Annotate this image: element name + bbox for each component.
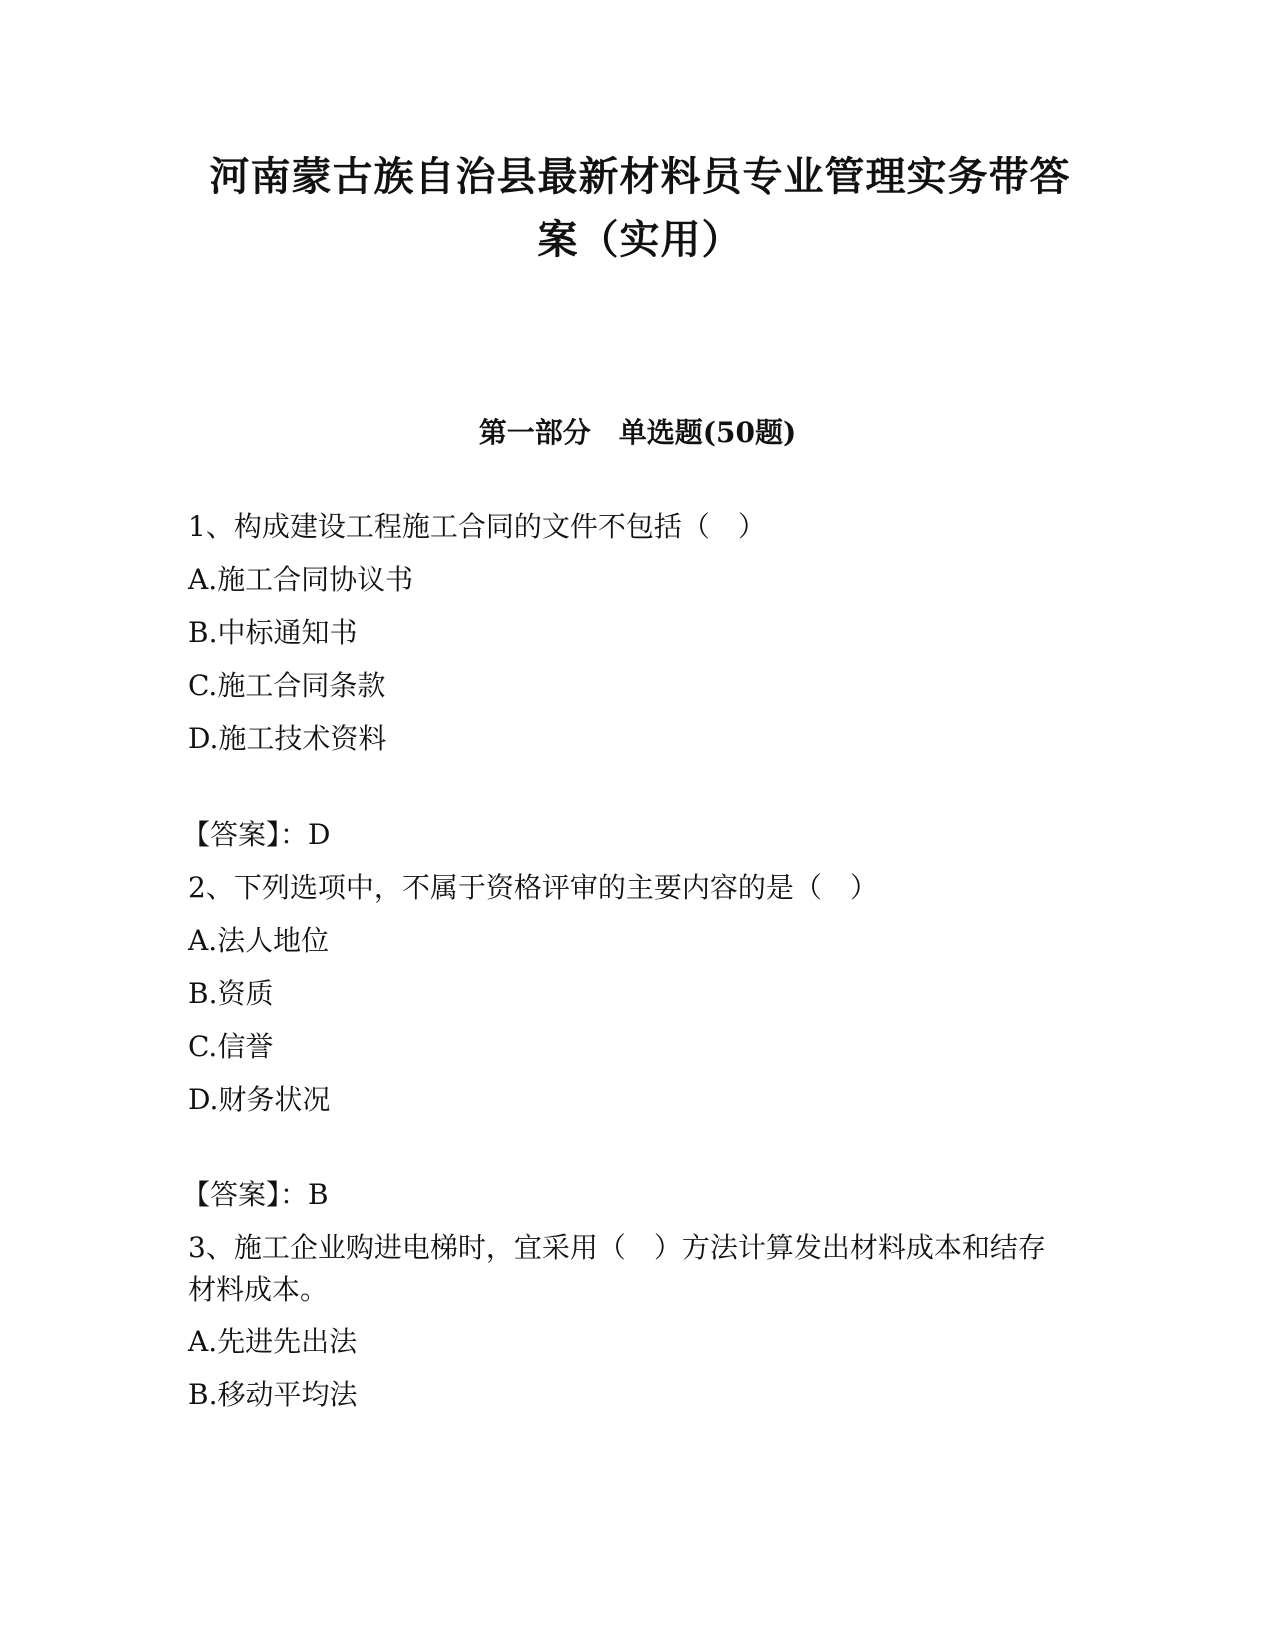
document-title-line-2: 案（实用） bbox=[537, 216, 743, 263]
question-2-option-a: A.法人地位 bbox=[188, 924, 330, 957]
question-3-option-a: A.先进先出法 bbox=[188, 1325, 358, 1358]
question-2-stem: 2、下列选项中，不属于资格评审的主要内容的是（ ） bbox=[188, 871, 878, 904]
question-2-option-d: D.财务状况 bbox=[188, 1083, 331, 1116]
section-heading: 第一部分 单选题(50题) bbox=[478, 416, 797, 449]
question-1-stem: 1、构成建设工程施工合同的文件不包括（ ） bbox=[188, 510, 766, 543]
question-2-option-c: C.信誉 bbox=[188, 1030, 274, 1063]
question-1-option-c: C.施工合同条款 bbox=[188, 669, 386, 702]
question-1-option-a: A.施工合同协议书 bbox=[188, 563, 414, 596]
question-3-stem-line-1: 3、施工企业购进电梯时，宜采用（ ）方法计算发出材料成本和结存 bbox=[188, 1231, 1046, 1264]
question-2-option-b: B.资质 bbox=[188, 977, 274, 1010]
question-1-option-b: B.中标通知书 bbox=[188, 616, 358, 649]
question-3-stem-line-2: 材料成本。 bbox=[188, 1273, 329, 1306]
question-2-answer: 【答案】：B bbox=[182, 1178, 329, 1211]
question-1-answer: 【答案】：D bbox=[182, 818, 331, 851]
question-3-option-b: B.移动平均法 bbox=[188, 1378, 358, 1411]
question-1-option-d: D.施工技术资料 bbox=[188, 722, 387, 755]
document-title-line-1: 河南蒙古族自治县最新材料员专业管理实务带答 bbox=[209, 153, 1071, 200]
